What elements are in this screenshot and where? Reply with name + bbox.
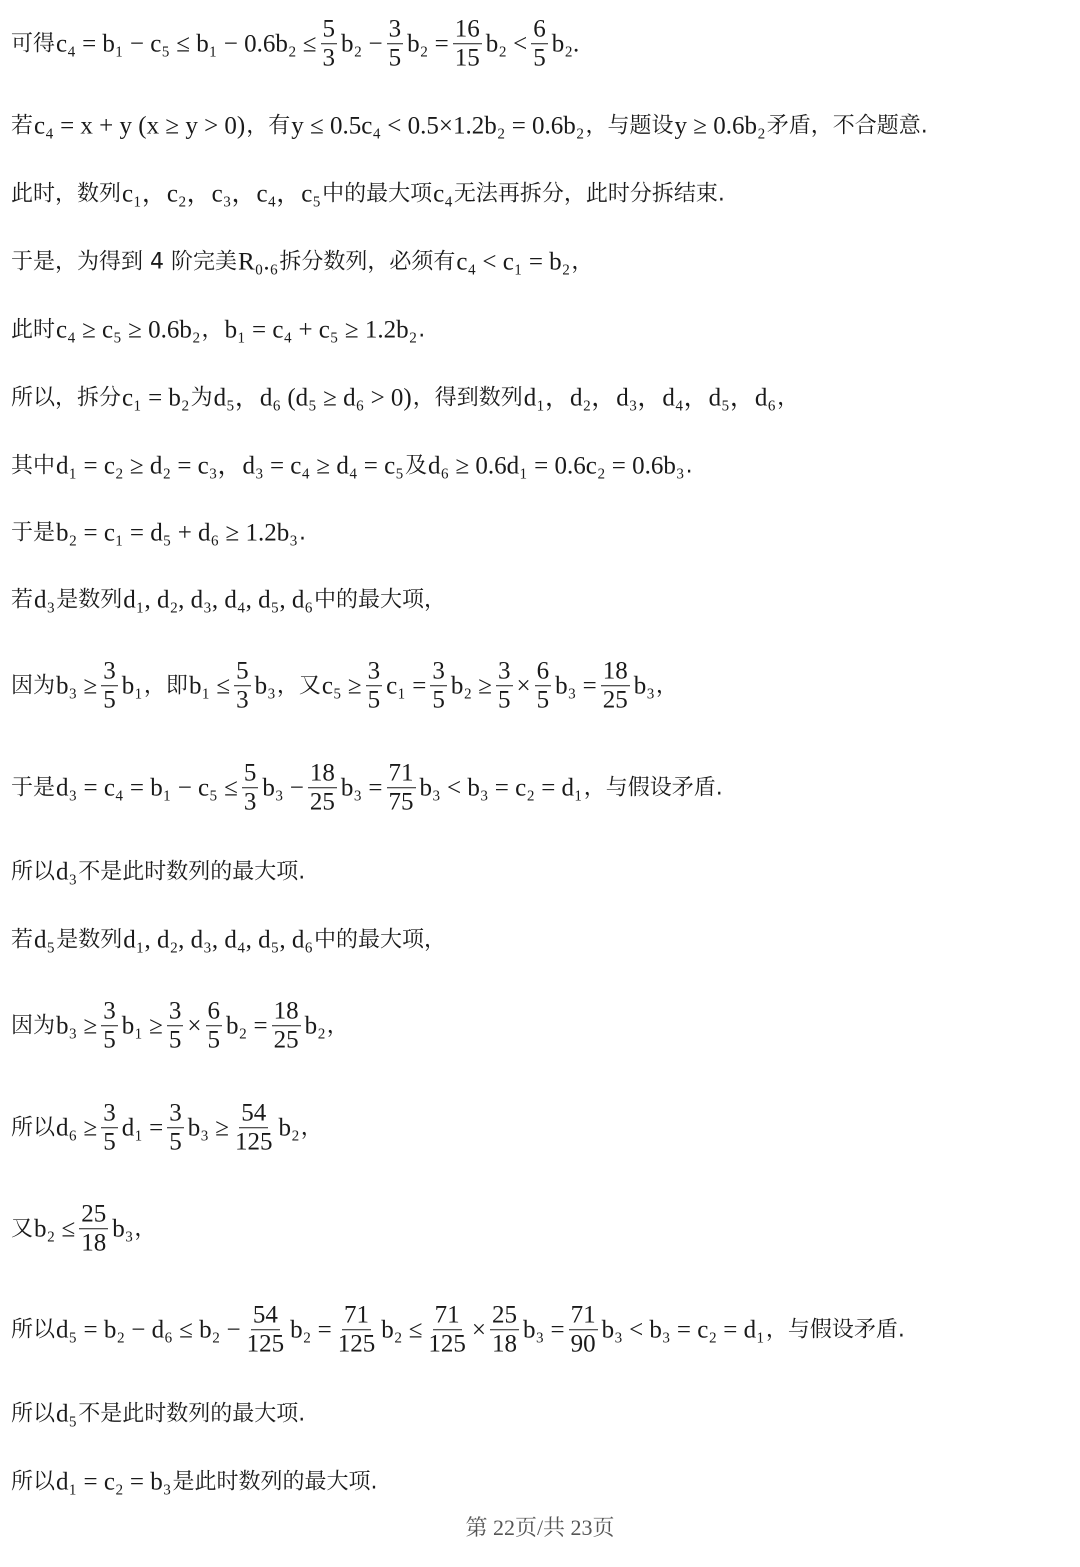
fraction <box>453 16 482 72</box>
fraction-numerator: 18 <box>272 998 301 1026</box>
fraction <box>101 1100 118 1156</box>
fraction-denominator: 5 <box>169 1128 182 1156</box>
fraction-numerator: 6 <box>535 658 552 686</box>
text-line <box>11 1402 305 1427</box>
text-segment: ， <box>134 1216 157 1241</box>
math-expression: b₂ ≤ <box>34 1215 76 1243</box>
math-expression: b₂ < <box>485 30 528 58</box>
fraction-denominator: 5 <box>103 1026 116 1054</box>
math-expression: b₂ <box>304 1012 326 1040</box>
fraction-denominator: 5 <box>533 44 546 72</box>
fraction-numerator: 3 <box>167 1100 184 1128</box>
fraction-numerator: 3 <box>101 658 118 686</box>
fraction-denominator: 5 <box>207 1026 220 1054</box>
math-expression: d₁, d₂, d₃, d₄, d₅, d₆ <box>123 586 314 614</box>
math-expression: b₁ = c₄ + c₅ ≥ 1.2b₂ <box>224 316 418 344</box>
fraction-denominator: 5 <box>432 686 445 714</box>
math-expression: × <box>471 1316 487 1344</box>
text-segment: 所以 <box>11 1317 56 1342</box>
math-expression: d₅ <box>56 1400 78 1428</box>
fraction-numerator: 3 <box>430 658 447 686</box>
text-segment: ， <box>571 249 594 274</box>
math-expression: b₃ < b₃ = c₂ = d₁ <box>419 774 583 802</box>
fraction <box>387 760 416 816</box>
math-expression: b₃ <box>254 672 276 700</box>
fraction-numerator: 3 <box>387 16 404 44</box>
fraction-denominator: 15 <box>454 44 480 72</box>
math-expression: b₂ ≥ <box>450 672 493 700</box>
fraction <box>206 998 223 1054</box>
text-segment: 为 <box>190 385 213 410</box>
math-expression: b₃ < b₃ = c₂ = d₁ <box>601 1316 765 1344</box>
text-segment: 若 <box>11 113 34 138</box>
text-segment: . <box>298 520 306 545</box>
fraction <box>272 998 301 1054</box>
fraction-numerator: 18 <box>601 658 630 686</box>
fraction <box>430 658 447 714</box>
text-segment: 无法再拆分，此时分拆结束. <box>453 181 725 206</box>
text-line <box>11 16 580 72</box>
fraction <box>101 998 118 1054</box>
text-segment: 可得 <box>11 31 56 56</box>
fraction <box>531 16 548 72</box>
fraction-denominator: 5 <box>388 44 402 72</box>
math-expression: d₁, d₂, d₃, d₄, d₅, d₆ <box>123 926 314 954</box>
fraction-numerator: 16 <box>453 16 482 44</box>
text-line <box>11 1302 905 1358</box>
fraction <box>426 1302 468 1358</box>
text-segment: 于是，为得到 4 阶完美 <box>11 249 237 274</box>
text-segment: 不是此时数列的最大项. <box>78 859 306 884</box>
text-line <box>11 658 678 714</box>
math-expression: y ≤ 0.5c₄ < 0.5×1.2b₂ = 0.6b₂ <box>291 112 585 140</box>
text-segment: ，有 <box>246 113 291 138</box>
math-expression: b₃ = <box>340 774 383 802</box>
text-line <box>11 928 446 953</box>
text-segment: 其中 <box>11 453 56 478</box>
text-segment: 若 <box>11 587 34 612</box>
fraction-denominator: 125 <box>337 1330 376 1358</box>
text-segment: 矛盾，不合题意. <box>766 113 928 138</box>
fraction <box>242 760 259 816</box>
fraction <box>535 658 552 714</box>
text-segment: ， <box>777 385 800 410</box>
text-segment: 此时，数列 <box>11 181 122 206</box>
math-expression: d₁ = <box>121 1114 164 1142</box>
text-line <box>11 860 305 885</box>
math-expression: R₀.₆ <box>237 248 279 276</box>
text-segment: ， <box>326 1013 349 1038</box>
text-segment: ， <box>201 317 224 342</box>
math-expression: d₁ = c₂ ≥ d₂ = c₃，d₃ = c₄ ≥ d₄ = c₅ <box>56 452 404 480</box>
text-segment: . <box>418 317 426 342</box>
fraction-numerator: 71 <box>342 1302 371 1330</box>
text-segment: ，与假设矛盾. <box>583 775 723 800</box>
fraction-denominator: 5 <box>367 686 381 714</box>
text-line <box>11 588 446 613</box>
text-line <box>11 114 928 139</box>
math-expression: d₆ ≥ 0.6d₁ = 0.6c₂ = 0.6b₃ <box>427 452 685 480</box>
math-expression: b₃ ≥ <box>187 1114 229 1142</box>
math-expression: b₂ <box>278 1114 300 1142</box>
fraction-denominator: 75 <box>388 788 414 816</box>
fraction-numerator: 3 <box>101 1100 118 1128</box>
math-expression: × <box>516 672 531 700</box>
fraction <box>167 1100 184 1156</box>
fraction <box>167 998 184 1054</box>
math-expression: b₂ = <box>226 1012 268 1040</box>
text-segment: 此时 <box>11 317 56 342</box>
math-expression: c₄ = x + y (x ≥ y > 0) <box>34 112 246 140</box>
fraction-denominator: 18 <box>81 1229 107 1257</box>
fraction-denominator: 3 <box>243 788 257 816</box>
fraction-denominator: 18 <box>492 1330 518 1358</box>
math-expression: c₄ = b₁ − c₅ ≤ b₁ − 0.6b₂ ≤ <box>56 30 317 58</box>
text-segment: 因为 <box>11 1013 56 1038</box>
text-line <box>11 318 425 343</box>
math-expression: b₃ = <box>523 1316 565 1344</box>
fraction-numerator: 3 <box>101 998 118 1026</box>
math-expression: d₁，d₂，d₃，d₄，d₅，d₆ <box>523 384 777 412</box>
fraction <box>601 658 630 714</box>
fraction-numerator: 71 <box>433 1302 462 1330</box>
fraction <box>496 658 513 714</box>
text-segment: 是数列 <box>56 587 123 612</box>
text-line <box>11 454 693 479</box>
fraction-numerator: 5 <box>242 760 259 788</box>
text-line <box>11 521 306 546</box>
fraction <box>234 658 251 714</box>
math-expression: b₃ − <box>262 774 304 802</box>
fraction-numerator: 6 <box>206 998 223 1026</box>
math-expression: d₃ = c₄ = b₁ − c₅ ≤ <box>56 774 238 802</box>
math-expression: b₁ ≤ <box>188 672 231 700</box>
fraction-denominator: 5 <box>103 1128 116 1156</box>
fraction <box>321 16 338 72</box>
math-expression: b₁ <box>121 672 143 700</box>
math-expression: b₃ <box>633 672 655 700</box>
text-segment: 于是 <box>11 775 56 800</box>
text-segment: 因为 <box>11 673 56 698</box>
fraction-denominator: 5 <box>498 686 511 714</box>
math-expression: b₂ ≤ <box>381 1316 423 1344</box>
math-expression: b₂ − <box>341 30 383 58</box>
text-segment: 拆分数列，必须有 <box>279 249 456 274</box>
text-segment: 所以 <box>11 1469 56 1494</box>
text-segment: 中的最大项， <box>314 587 447 612</box>
text-segment: ，得到数列 <box>412 385 523 410</box>
text-segment: 所以 <box>11 1401 56 1426</box>
fraction <box>308 760 337 816</box>
fraction <box>101 658 118 714</box>
fraction <box>387 16 404 72</box>
math-expression: d₁ = c₂ = b₃ <box>56 1468 172 1496</box>
math-expression: c₁ = b₂ <box>122 384 190 412</box>
fraction-denominator: 125 <box>234 1128 273 1156</box>
fraction-denominator: 125 <box>428 1330 466 1358</box>
fraction-numerator: 71 <box>569 1302 598 1330</box>
text-line <box>11 1100 323 1156</box>
text-line <box>11 760 723 816</box>
fraction <box>490 1302 519 1358</box>
text-segment: ， <box>300 1115 323 1140</box>
fraction-numerator: 54 <box>239 1100 268 1128</box>
math-expression: b₂ = <box>290 1316 332 1344</box>
text-segment: 是数列 <box>56 927 123 952</box>
math-expression: d₃ <box>56 858 78 886</box>
fraction-denominator: 90 <box>570 1330 596 1358</box>
fraction-numerator: 71 <box>387 760 416 788</box>
text-segment: 于是 <box>11 520 56 545</box>
text-segment: 中的最大项， <box>314 927 447 952</box>
math-expression: b₂. <box>551 30 580 58</box>
text-line <box>11 1470 377 1495</box>
fraction <box>366 658 383 714</box>
math-expression: × <box>187 1012 202 1040</box>
fraction-denominator: 125 <box>246 1330 285 1358</box>
text-segment: 所以 <box>11 1115 56 1140</box>
math-expression: c₅ ≥ <box>321 672 362 700</box>
fraction-numerator: 3 <box>366 658 383 686</box>
fraction-denominator: 5 <box>103 686 116 714</box>
text-segment: 所以 <box>11 859 56 884</box>
math-expression: d₅ <box>34 926 56 954</box>
text-segment: 不是此时数列的最大项. <box>78 1401 306 1426</box>
text-line <box>11 386 799 411</box>
fraction <box>233 1100 275 1156</box>
text-segment: ，与题设 <box>585 113 674 138</box>
math-expression: d₃ <box>34 586 56 614</box>
math-expression: b₁ ≥ <box>121 1012 163 1040</box>
fraction-numerator: 18 <box>308 760 337 788</box>
text-segment: ，即 <box>143 673 188 698</box>
math-expression: b₂ = c₁ = d₅ + d₆ ≥ 1.2b₃ <box>56 519 298 547</box>
text-segment: ，与假设矛盾. <box>765 1317 905 1342</box>
fraction-numerator: 5 <box>234 658 251 686</box>
math-expression: y ≥ 0.6b₂ <box>674 112 766 140</box>
fraction-denominator: 25 <box>602 686 628 714</box>
fraction-numerator: 25 <box>490 1302 519 1330</box>
fraction <box>79 1201 108 1257</box>
math-expression: b₃ = <box>555 672 597 700</box>
math-expression: b₃ ≥ <box>56 672 98 700</box>
math-expression: d₅ = b₂ − d₆ ≤ b₂ − <box>56 1316 241 1344</box>
text-segment: 若 <box>11 927 34 952</box>
fraction <box>245 1302 287 1358</box>
text-line <box>11 1201 156 1257</box>
text-segment: ，又 <box>276 673 321 698</box>
math-expression: c₄ ≥ c₅ ≥ 0.6b₂ <box>56 316 201 344</box>
text-line <box>11 250 593 275</box>
page-footer: 第 22页/共 23页 <box>465 1515 615 1540</box>
fraction-denominator: 3 <box>322 44 336 72</box>
fraction <box>336 1302 378 1358</box>
fraction-denominator: 25 <box>309 788 335 816</box>
math-expression: c₁，c₂，c₃，c₄，c₅ <box>122 180 322 208</box>
text-segment: ， <box>655 673 678 698</box>
fraction-numerator: 54 <box>251 1302 280 1330</box>
text-segment: . <box>685 453 693 478</box>
fraction-denominator: 5 <box>168 1026 182 1054</box>
fraction-denominator: 3 <box>236 686 249 714</box>
text-segment: 中的最大项 <box>322 181 433 206</box>
text-segment: 又 <box>11 1216 34 1241</box>
fraction-denominator: 25 <box>273 1026 299 1054</box>
math-expression: b₃ ≥ <box>56 1012 98 1040</box>
fraction-numerator: 3 <box>496 658 513 686</box>
math-expression: c₄ <box>433 180 453 208</box>
text-segment: 及 <box>404 453 427 478</box>
math-expression: b₃ <box>112 1215 134 1243</box>
text-line <box>11 182 725 207</box>
math-expression: d₆ ≥ <box>56 1114 98 1142</box>
math-expression: d₅，d₆ (d₅ ≥ d₆ > 0) <box>213 384 412 412</box>
fraction <box>569 1302 598 1358</box>
fraction-numerator: 25 <box>79 1201 108 1229</box>
text-segment: 所以，拆分 <box>11 385 122 410</box>
fraction-numerator: 5 <box>321 16 338 44</box>
math-expression: c₁ = <box>386 672 427 700</box>
text-segment: 是此时数列的最大项. <box>172 1469 378 1494</box>
fraction-numerator: 6 <box>531 16 548 44</box>
fraction-numerator: 3 <box>167 998 184 1026</box>
text-line <box>11 998 349 1054</box>
math-expression: c₄ < c₁ = b₂ <box>456 248 571 276</box>
fraction-denominator: 5 <box>536 686 550 714</box>
math-expression: b₂ = <box>407 30 449 58</box>
